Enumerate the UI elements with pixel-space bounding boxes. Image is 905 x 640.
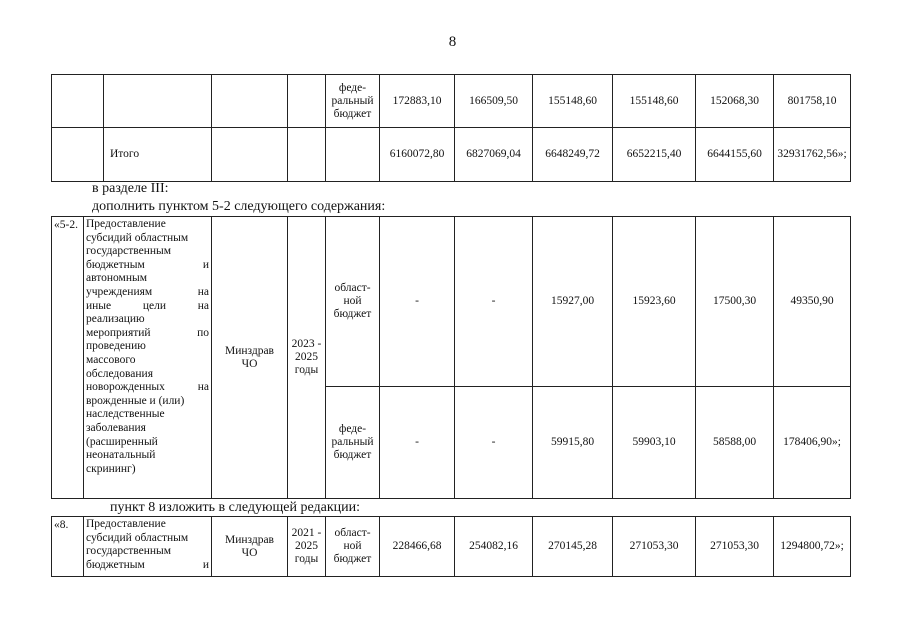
value-cell: 271053,30: [696, 517, 774, 577]
funding-source-text: бюджет: [333, 107, 372, 120]
table-cell: [104, 75, 212, 128]
executor-cell: [212, 517, 288, 577]
value-cell: 172883,10: [380, 75, 455, 128]
value-cell: -: [455, 387, 533, 499]
executor-cell: [212, 217, 288, 499]
description-line: скрининг): [86, 462, 136, 475]
table-cell: [288, 75, 326, 128]
description-line: проведению: [86, 340, 146, 353]
value-cell: 152068,30: [696, 75, 774, 128]
executor-text: ЧО: [241, 546, 258, 559]
value-cell: 228466,68: [380, 517, 455, 577]
funding-source-text: бюджет: [333, 449, 372, 461]
description-line: обследования: [86, 367, 153, 380]
executor-text: Минздрав: [224, 344, 274, 357]
value-cell: 49350,90: [774, 217, 851, 387]
table-cell: [52, 128, 104, 182]
table-cell: [288, 128, 326, 182]
funding-source-text: ральный: [331, 436, 374, 448]
description-line: бюджетным и: [86, 558, 209, 571]
period-cell: [288, 217, 326, 499]
description-line: (расширенный: [86, 435, 158, 448]
value-cell: 59915,80: [533, 387, 613, 499]
funding-source-text: област-: [334, 527, 371, 539]
funding-source-cell: [326, 217, 380, 387]
description-line: массового: [86, 353, 136, 366]
period-text: 2025: [295, 351, 318, 363]
value-cell: 59903,10: [613, 387, 696, 499]
paragraph-section-3: в разделе III:: [92, 181, 169, 196]
description-line: иные цели на: [86, 299, 209, 312]
value-cell: 155148,60: [533, 75, 613, 128]
table-cell: [212, 128, 288, 182]
table-row: [52, 517, 851, 577]
period-text: годы: [294, 364, 319, 376]
total-value-cell: 6652215,40: [613, 128, 696, 182]
description-line: субсидий областным: [86, 531, 189, 544]
period-text: 2023 -: [291, 338, 322, 350]
value-cell: -: [380, 387, 455, 499]
funding-source-cell: [326, 387, 380, 499]
executor-text: Минздрав: [224, 533, 274, 546]
table-cell: [212, 75, 288, 128]
value-cell: 270145,28: [533, 517, 613, 577]
description-line: субсидий областным: [86, 231, 189, 244]
value-cell: 801758,10: [774, 75, 851, 128]
description-line: неонатальный: [86, 449, 156, 462]
description-line: Предоставление: [86, 518, 166, 530]
description-line: наследственные: [86, 408, 165, 421]
description-line: автономным: [86, 272, 147, 285]
description-line: государственным: [86, 245, 172, 258]
value-cell: -: [455, 217, 533, 387]
description-line: врожденные и (или): [86, 394, 185, 407]
funding-source-text: бюджет: [333, 308, 372, 320]
value-cell: 17500,30: [696, 217, 774, 387]
description-line: новорожденных на: [86, 381, 209, 394]
total-value-cell: 6827069,04: [455, 128, 533, 182]
period-cell: [288, 517, 326, 577]
funding-source-text: ной: [343, 540, 362, 552]
description-line: бюджетным и: [86, 258, 209, 271]
value-cell: 271053,30: [613, 517, 696, 577]
table-row-total: [52, 128, 851, 182]
total-value-cell: 6648249,72: [533, 128, 613, 182]
executor-text: ЧО: [241, 357, 258, 370]
total-value-cell: 6644155,60: [696, 128, 774, 182]
period-text: годы: [294, 553, 319, 565]
funding-source-text: феде-: [338, 423, 367, 435]
funding-source-text: ной: [343, 295, 362, 307]
value-cell: 15927,00: [533, 217, 613, 387]
funding-source-cell: [326, 75, 380, 128]
description-line: заболевания: [86, 421, 146, 434]
item-8-table: [51, 516, 851, 577]
period-text: 2021 -: [291, 527, 322, 539]
paragraph-item-8: пункт 8 изложить в следующей редакции:: [110, 500, 360, 515]
value-cell: 15923,60: [613, 217, 696, 387]
period-text: 2025: [295, 540, 318, 552]
funding-source-cell: [326, 517, 380, 577]
description-line: мероприятий по: [86, 326, 209, 339]
item-description: [84, 517, 212, 577]
funding-source-text: ральный: [331, 94, 374, 107]
item-description: [84, 217, 212, 499]
funding-source-text: бюджет: [333, 553, 372, 565]
value-cell: 254082,16: [455, 517, 533, 577]
description-line: реализацию: [86, 313, 145, 326]
total-value-cell: 32931762,56»;: [774, 128, 851, 182]
table-cell: [326, 128, 380, 182]
value-cell: -: [380, 217, 455, 387]
funding-source-text: феде-: [338, 81, 367, 94]
table-row: [52, 75, 851, 128]
table-row: [52, 217, 851, 387]
description-line: Предоставление: [86, 218, 166, 230]
description-line: учреждениям на: [86, 285, 209, 298]
item-number: «8.: [52, 517, 84, 577]
value-cell: 58588,00: [696, 387, 774, 499]
paragraph-add-item: дополнить пунктом 5-2 следующего содержания:: [92, 199, 386, 214]
item-5-2-table: [51, 216, 851, 499]
budget-table-continuation: [51, 74, 851, 182]
description-line: государственным: [86, 545, 172, 558]
value-cell: 1294800,72»;: [774, 517, 851, 577]
table-cell: [52, 75, 104, 128]
value-cell: 178406,90»;: [774, 387, 851, 499]
total-value-cell: 6160072,80: [380, 128, 455, 182]
value-cell: 155148,60: [613, 75, 696, 128]
item-number: «5-2.: [52, 217, 84, 499]
page-number: 8: [448, 34, 457, 50]
value-cell: 166509,50: [455, 75, 533, 128]
funding-source-text: област-: [334, 282, 371, 294]
total-label: Итого: [104, 128, 212, 182]
